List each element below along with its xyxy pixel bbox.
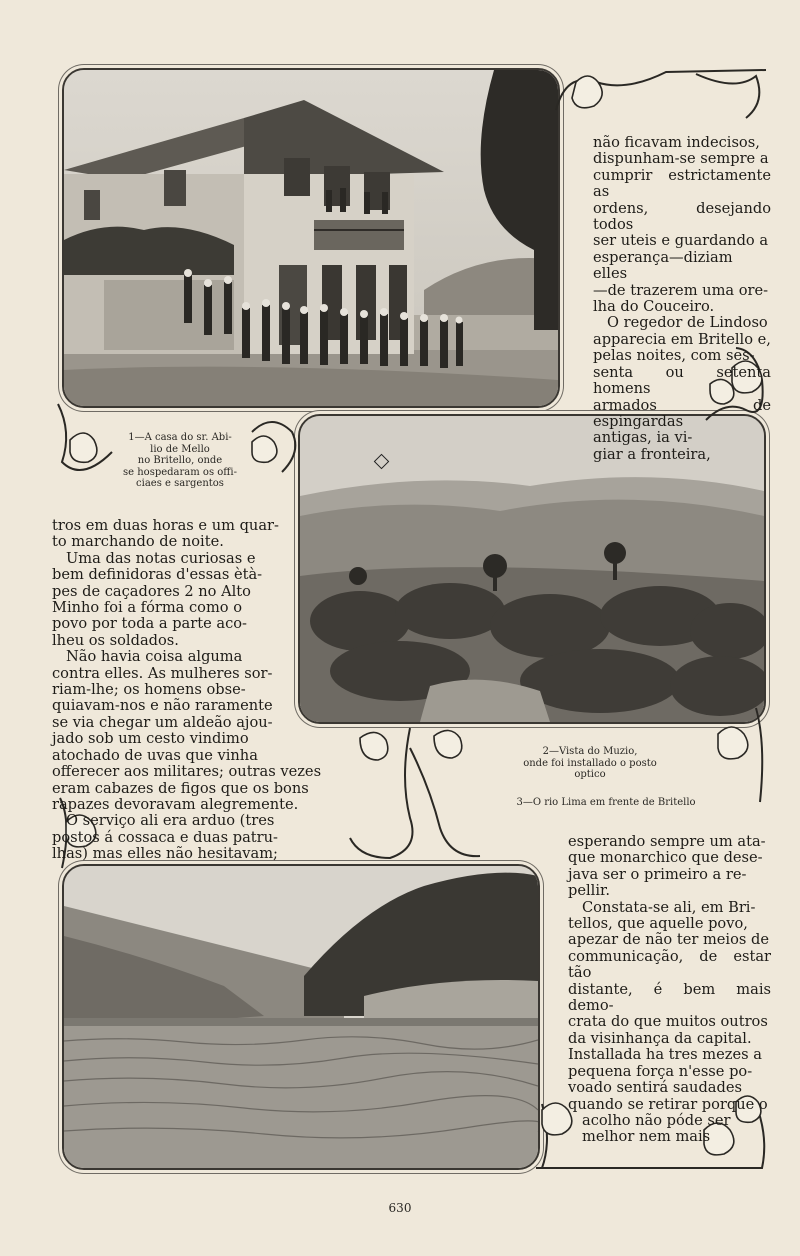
text-line: pelas noites, com ses- <box>593 347 755 365</box>
caption-line: onde foi installado o posto <box>523 757 657 769</box>
text-line: tellos, que aquelle povo, <box>568 915 748 933</box>
text-line: Installada ha tres mezes a <box>568 1046 762 1064</box>
text-line: lhas) mas elles não hesitavam; <box>52 845 278 863</box>
text-line: tros em duas horas e um quar- <box>52 517 279 534</box>
text-line: apparecia em Britello e, <box>593 330 771 348</box>
text-line: acolho não póde ser <box>582 1111 731 1129</box>
text-line: giar a fronteira, <box>593 445 711 463</box>
photo-house-britello <box>62 68 560 408</box>
text-line: voado sentirá saudades <box>568 1079 742 1097</box>
text-line: senta ou setenta homens <box>593 363 771 398</box>
text-line: esperança—diziam elles <box>593 248 733 283</box>
text-line: ser uteis e guardando a <box>593 232 769 250</box>
caption-line: 3—O rio Lima em frente de Britello <box>516 797 696 808</box>
text-line: lha do Couceiro. <box>593 298 715 316</box>
text-line: Uma das notas curiosas e <box>66 549 256 567</box>
text-line: postos á cossaca e duas patru- <box>52 828 278 846</box>
text-line: se via chegar um aldeão ajou- <box>52 713 273 731</box>
ornament-top-right <box>546 62 772 132</box>
ornament-center-vine <box>330 718 490 868</box>
caption-photo-2 <box>500 746 680 781</box>
text-line: povo por toda a parte aco- <box>52 615 247 633</box>
ornament-right-bottom <box>696 704 772 806</box>
text-line: armados de espingardas <box>593 396 771 430</box>
text-line: riam-lhe; os homens obse- <box>52 681 246 699</box>
text-line: melhor nem mais <box>582 1128 711 1146</box>
caption-line: lio de Mello <box>150 443 210 455</box>
text-line: eram cabazes de figos que os bons <box>52 779 309 797</box>
text-line: pellir. <box>568 882 610 900</box>
text-line: que monarchico que dese- <box>568 849 763 867</box>
text-line: communicação, de estar tão <box>568 947 771 982</box>
text-line: jado sob um cesto vindimo <box>52 730 249 748</box>
text-line: atochado de uvas que vinha <box>52 746 258 764</box>
text-line: lheu os soldados. <box>52 631 179 649</box>
text-line: Constata-se ali, em Bri- <box>582 898 756 916</box>
text-line: apezar de não ter meios de <box>568 931 769 949</box>
text-line: não ficavam indecisos, <box>593 134 760 151</box>
text-line: quiavam-nos e não raramente <box>52 697 273 715</box>
text-line: dispunham-se sempre a <box>593 150 769 168</box>
text-line: esperando sempre um ata- <box>568 833 766 850</box>
caption-line: no Britello, onde <box>137 455 223 466</box>
text-line: antigas, ia vi- <box>593 429 693 447</box>
text-line: java ser o primeiro a re- <box>568 865 747 883</box>
text-line: pes de caçadores 2 no Alto <box>52 582 251 600</box>
caption-line: 2—Vista do Muzio, <box>542 746 638 757</box>
caption-photo-1 <box>100 432 260 490</box>
caption-line: optico <box>574 769 606 780</box>
caption-line: 1—A casa do sr. Abi- <box>128 432 232 443</box>
text-line: Minho foi a fórma como o <box>52 599 243 617</box>
text-line: Não havia coisa alguma <box>66 648 243 666</box>
text-line: —de trazerem uma ore- <box>593 281 769 299</box>
caption-photo-3 <box>496 797 716 809</box>
text-line: cumprir estrictamente as <box>593 166 771 201</box>
caption-line: se hospedaram os offi- <box>123 466 237 478</box>
text-line: O regedor de Lindoso <box>607 314 768 332</box>
text-line: distante, é bem mais demo- <box>568 980 771 1015</box>
photo-rio-lima <box>62 864 540 1170</box>
text-column-bottom-right <box>568 834 771 1146</box>
caption-line: ciaes e sargentos <box>136 478 224 489</box>
text-column-top-right <box>593 135 771 463</box>
text-column-left <box>52 518 340 863</box>
text-line: crata do que muitos outros <box>568 1013 768 1031</box>
text-line: O serviço ali era arduo (tres <box>66 812 275 830</box>
text-line: bem definidoras d'essas ètà- <box>52 566 263 584</box>
text-line: contra elles. As mulheres sor- <box>52 664 273 682</box>
text-line: to marchando de noite. <box>52 533 224 551</box>
text-line: rapazes devoravam alegremente. <box>52 795 299 813</box>
text-line: offerecer aos militares; outras vezes <box>52 763 322 781</box>
text-line: ordens, desejando todos <box>593 199 771 234</box>
text-line: pequena força n'esse po- <box>568 1062 753 1080</box>
text-line: quando se retirar porque o <box>568 1095 768 1113</box>
page-number: 630 <box>388 1201 412 1215</box>
text-line: da visinhança da capital. <box>568 1029 752 1047</box>
